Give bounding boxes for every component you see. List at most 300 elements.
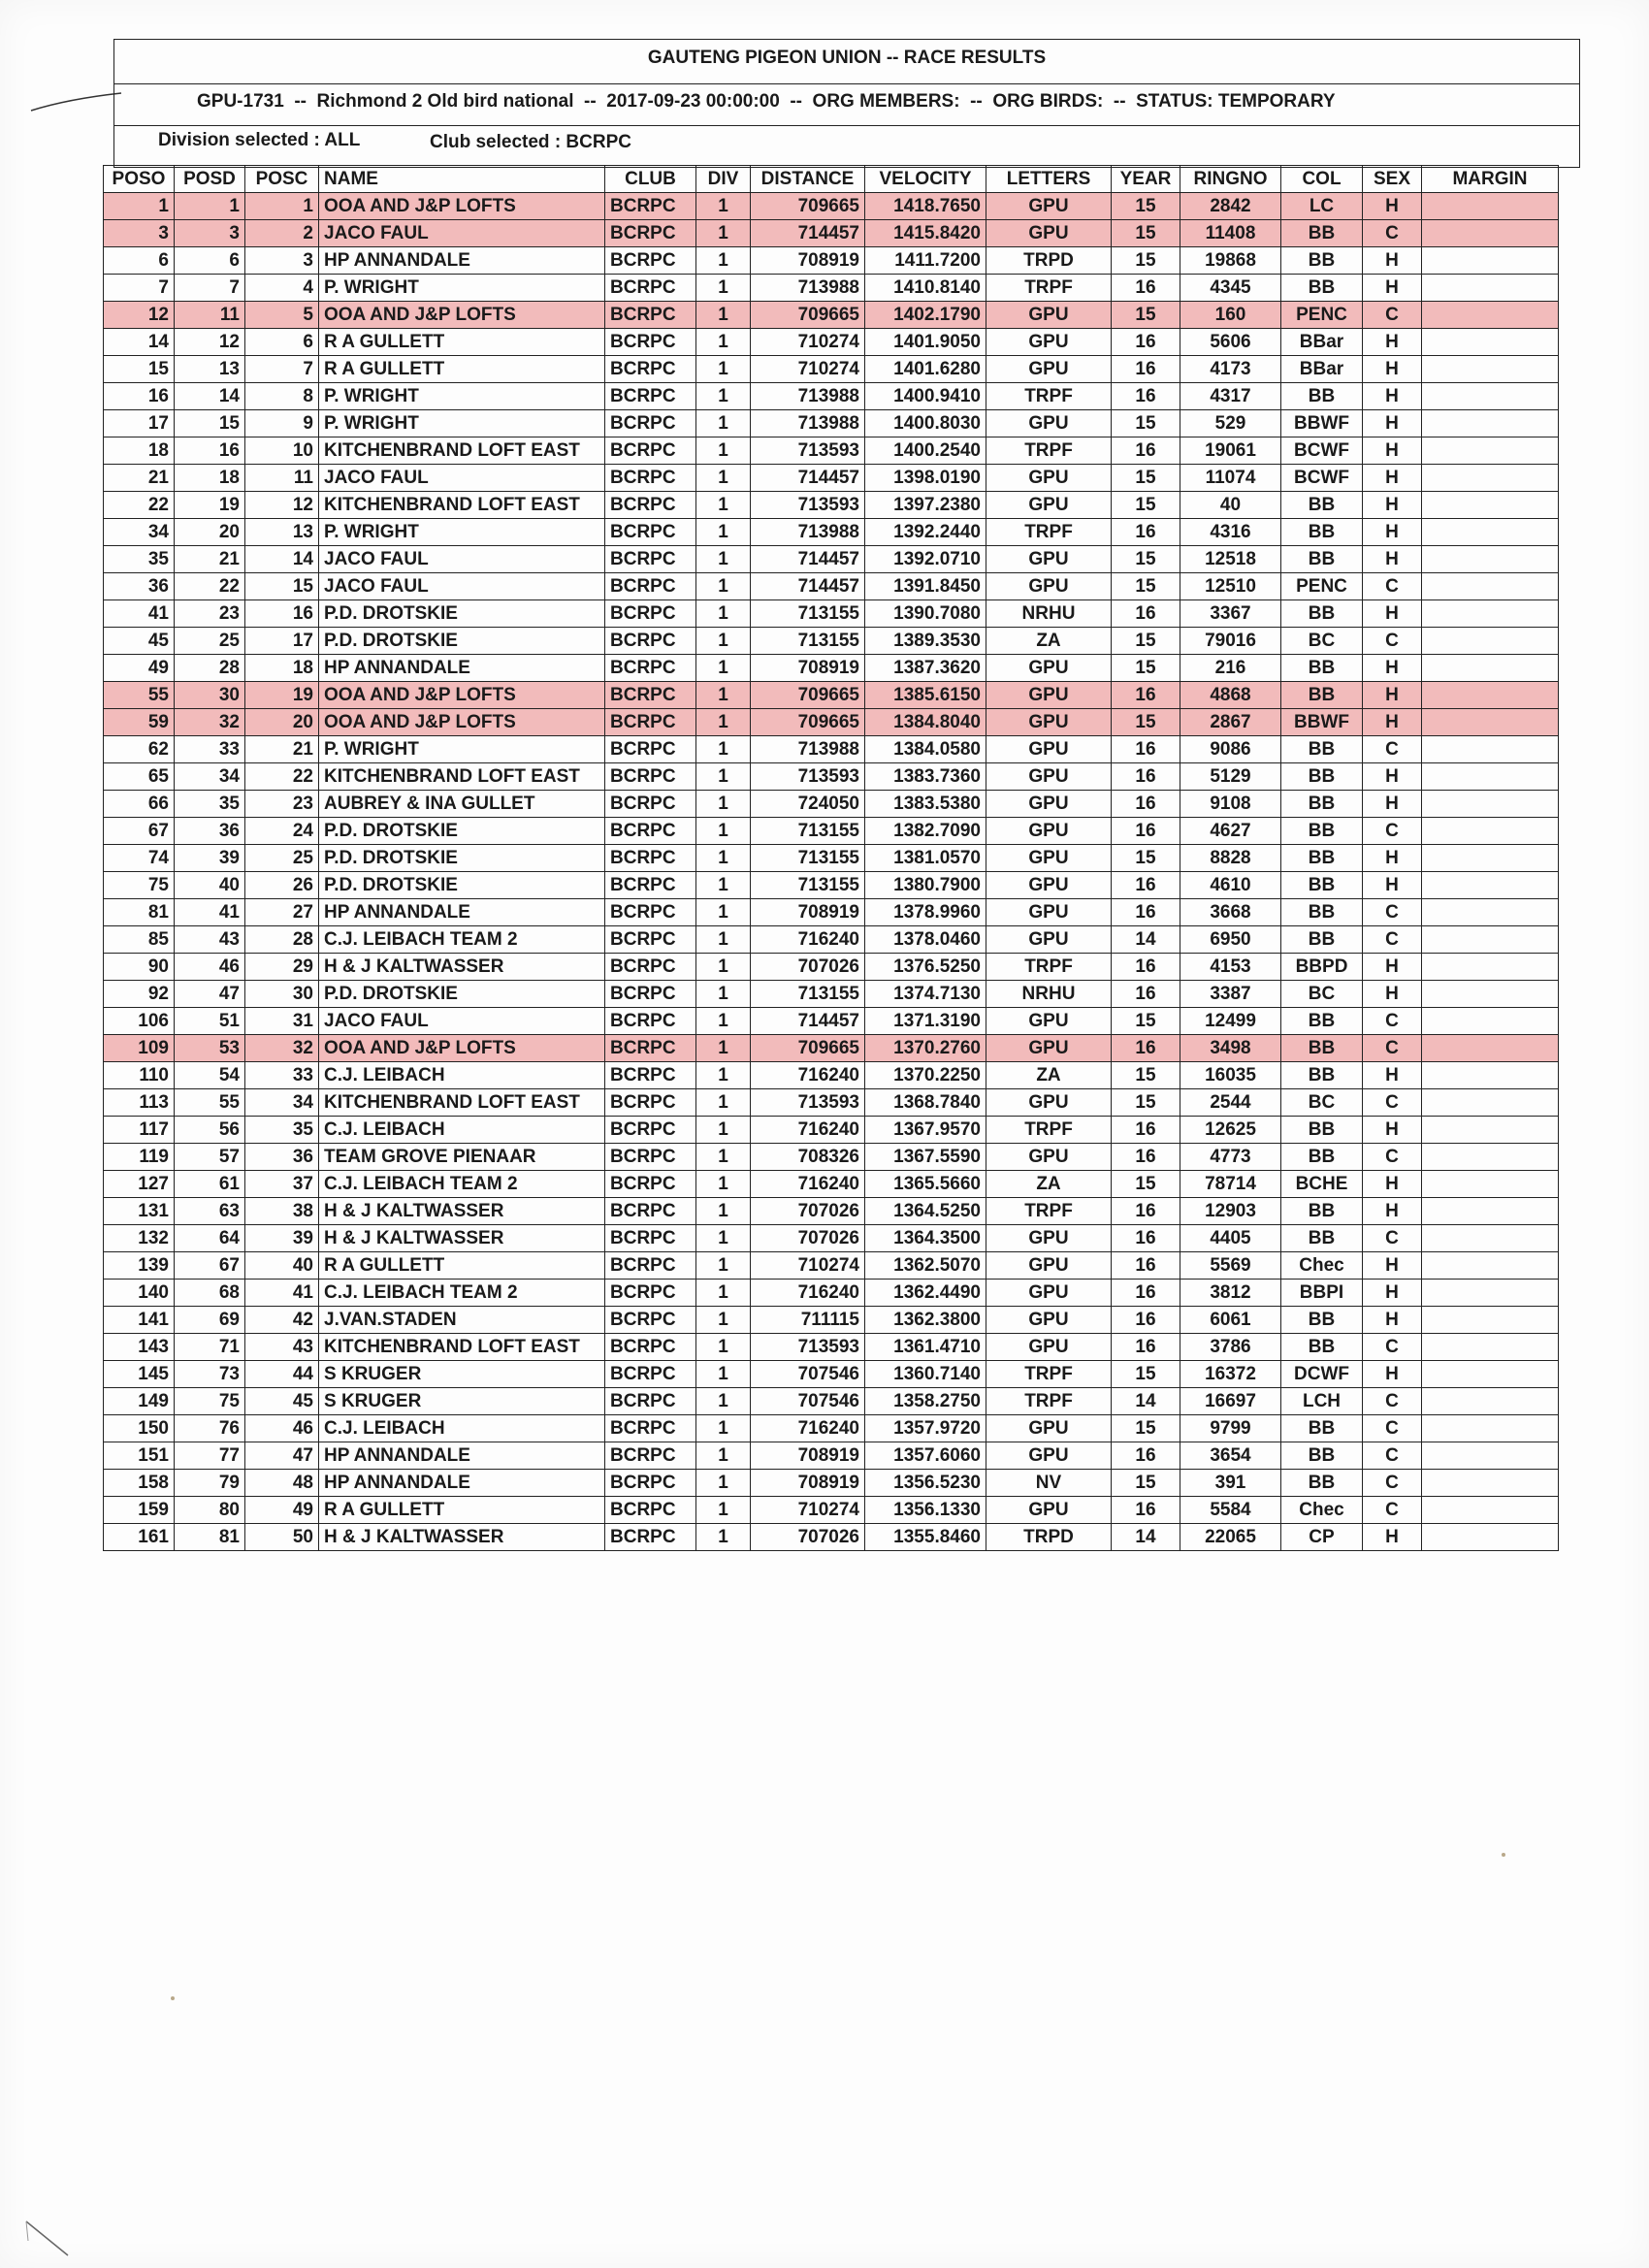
cell-ringno: 529: [1180, 410, 1281, 437]
cell-posc: 14: [245, 546, 319, 573]
cell-year: 16: [1112, 763, 1180, 791]
cell-col: BB: [1281, 247, 1363, 275]
cell-margin: [1422, 383, 1559, 410]
cell-year: 16: [1112, 1117, 1180, 1144]
cell-poso: 67: [104, 818, 175, 845]
cell-year: 15: [1112, 1062, 1180, 1089]
cell-name: JACO FAUL: [319, 546, 605, 573]
cell-year: 16: [1112, 1442, 1180, 1470]
table-row: [104, 1442, 1559, 1470]
cell-posc: 37: [245, 1171, 319, 1198]
cell-name: JACO FAUL: [319, 1008, 605, 1035]
cell-col: BB: [1281, 682, 1363, 709]
cell-posd: 76: [175, 1415, 245, 1442]
cell-posc: 46: [245, 1415, 319, 1442]
cell-ringno: 4345: [1180, 275, 1281, 302]
cell-distance: 713593: [751, 763, 865, 791]
cell-col: BCHE: [1281, 1171, 1363, 1198]
cell-velocity: 1364.3500: [865, 1225, 986, 1252]
cell-poso: 62: [104, 736, 175, 763]
cell-poso: 75: [104, 872, 175, 899]
report-header: [113, 39, 1580, 168]
cell-club: BCRPC: [605, 1388, 696, 1415]
cell-col: CP: [1281, 1524, 1363, 1551]
cell-club: BCRPC: [605, 1442, 696, 1470]
cell-letters: TRPF: [986, 383, 1112, 410]
cell-letters: GPU: [986, 926, 1112, 954]
cell-div: 1: [696, 872, 751, 899]
cell-div: 1: [696, 709, 751, 736]
cell-distance: 711115: [751, 1307, 865, 1334]
cell-margin: [1422, 1062, 1559, 1089]
cell-poso: 59: [104, 709, 175, 736]
cell-posd: 64: [175, 1225, 245, 1252]
cell-ringno: 11074: [1180, 465, 1281, 492]
cell-distance: 710274: [751, 356, 865, 383]
cell-velocity: 1370.2250: [865, 1062, 986, 1089]
cell-margin: [1422, 1497, 1559, 1524]
cell-letters: GPU: [986, 193, 1112, 220]
cell-sex: C: [1363, 899, 1422, 926]
cell-year: 16: [1112, 1307, 1180, 1334]
cell-col: BBar: [1281, 329, 1363, 356]
table-row: [104, 519, 1559, 546]
cell-div: 1: [696, 1470, 751, 1497]
table-row: [104, 1225, 1559, 1252]
cell-name: H & J KALTWASSER: [319, 1225, 605, 1252]
cell-distance: 709665: [751, 1035, 865, 1062]
cell-posc: 12: [245, 492, 319, 519]
cell-year: 15: [1112, 247, 1180, 275]
cell-posd: 32: [175, 709, 245, 736]
cell-col: BB: [1281, 600, 1363, 628]
cell-sex: H: [1363, 275, 1422, 302]
cell-div: 1: [696, 845, 751, 872]
cell-club: BCRPC: [605, 356, 696, 383]
cell-sex: H: [1363, 546, 1422, 573]
header-divider: [114, 125, 1579, 126]
cell-club: BCRPC: [605, 981, 696, 1008]
cell-div: 1: [696, 1280, 751, 1307]
cell-distance: 707546: [751, 1361, 865, 1388]
cell-poso: 106: [104, 1008, 175, 1035]
cell-velocity: 1400.8030: [865, 410, 986, 437]
cell-velocity: 1418.7650: [865, 193, 986, 220]
cell-poso: 90: [104, 954, 175, 981]
cell-sex: H: [1363, 465, 1422, 492]
cell-name: J.VAN.STADEN: [319, 1307, 605, 1334]
cell-ringno: 4868: [1180, 682, 1281, 709]
cell-posc: 25: [245, 845, 319, 872]
cell-club: BCRPC: [605, 1307, 696, 1334]
cell-ringno: 19868: [1180, 247, 1281, 275]
table-row: [104, 1524, 1559, 1551]
cell-posd: 46: [175, 954, 245, 981]
cell-distance: 716240: [751, 926, 865, 954]
cell-posd: 57: [175, 1144, 245, 1171]
cell-name: KITCHENBRAND LOFT EAST: [319, 1089, 605, 1117]
cell-letters: GPU: [986, 302, 1112, 329]
cell-ringno: 16035: [1180, 1062, 1281, 1089]
cell-year: 14: [1112, 926, 1180, 954]
cell-posc: 11: [245, 465, 319, 492]
cell-sex: C: [1363, 1470, 1422, 1497]
cell-margin: [1422, 546, 1559, 573]
cell-year: 16: [1112, 383, 1180, 410]
cell-name: C.J. LEIBACH: [319, 1415, 605, 1442]
cell-div: 1: [696, 437, 751, 465]
cell-club: BCRPC: [605, 709, 696, 736]
cell-velocity: 1356.1330: [865, 1497, 986, 1524]
cell-sex: H: [1363, 763, 1422, 791]
table-row: [104, 410, 1559, 437]
cell-div: 1: [696, 954, 751, 981]
cell-club: BCRPC: [605, 1524, 696, 1551]
cell-name: HP ANNANDALE: [319, 247, 605, 275]
cell-letters: GPU: [986, 1008, 1112, 1035]
cell-club: BCRPC: [605, 682, 696, 709]
cell-col: BC: [1281, 981, 1363, 1008]
cell-margin: [1422, 1089, 1559, 1117]
cell-sex: H: [1363, 682, 1422, 709]
cell-posd: 36: [175, 818, 245, 845]
cell-posd: 28: [175, 655, 245, 682]
cell-club: BCRPC: [605, 437, 696, 465]
cell-div: 1: [696, 1497, 751, 1524]
cell-velocity: 1355.8460: [865, 1524, 986, 1551]
cell-distance: 709665: [751, 709, 865, 736]
cell-poso: 159: [104, 1497, 175, 1524]
cell-name: KITCHENBRAND LOFT EAST: [319, 437, 605, 465]
cell-posd: 80: [175, 1497, 245, 1524]
cell-name: H & J KALTWASSER: [319, 954, 605, 981]
cell-posc: 3: [245, 247, 319, 275]
cell-velocity: 1400.2540: [865, 437, 986, 465]
cell-velocity: 1381.0570: [865, 845, 986, 872]
cell-year: 16: [1112, 519, 1180, 546]
cell-year: 14: [1112, 1524, 1180, 1551]
cell-div: 1: [696, 1008, 751, 1035]
results-body: [104, 193, 1559, 1551]
cell-div: 1: [696, 1117, 751, 1144]
cell-club: BCRPC: [605, 628, 696, 655]
cell-div: 1: [696, 410, 751, 437]
cell-velocity: 1389.3530: [865, 628, 986, 655]
cell-div: 1: [696, 220, 751, 247]
cell-distance: 707026: [751, 1225, 865, 1252]
cell-sex: C: [1363, 1388, 1422, 1415]
cell-velocity: 1365.5660: [865, 1171, 986, 1198]
cell-ringno: 9108: [1180, 791, 1281, 818]
cell-poso: 1: [104, 193, 175, 220]
cell-col: BBWF: [1281, 410, 1363, 437]
cell-div: 1: [696, 655, 751, 682]
table-row-highlighted: [104, 682, 1559, 709]
cell-col: Chec: [1281, 1252, 1363, 1280]
cell-poso: 143: [104, 1334, 175, 1361]
cell-distance: 713155: [751, 818, 865, 845]
cell-sex: H: [1363, 1361, 1422, 1388]
cell-col: BB: [1281, 1008, 1363, 1035]
cell-posc: 35: [245, 1117, 319, 1144]
cell-margin: [1422, 247, 1559, 275]
cell-letters: TRPF: [986, 437, 1112, 465]
cell-year: 16: [1112, 329, 1180, 356]
cell-sex: H: [1363, 1198, 1422, 1225]
table-row: [104, 845, 1559, 872]
cell-year: 16: [1112, 791, 1180, 818]
cell-sex: H: [1363, 709, 1422, 736]
cell-div: 1: [696, 275, 751, 302]
cell-margin: [1422, 1442, 1559, 1470]
cell-col: BB: [1281, 546, 1363, 573]
cell-margin: [1422, 872, 1559, 899]
cell-posc: 6: [245, 329, 319, 356]
cell-letters: GPU: [986, 492, 1112, 519]
cell-div: 1: [696, 1361, 751, 1388]
cell-letters: ZA: [986, 1062, 1112, 1089]
cell-posd: 15: [175, 410, 245, 437]
cell-letters: GPU: [986, 1280, 1112, 1307]
cell-year: 16: [1112, 1280, 1180, 1307]
cell-posd: 23: [175, 600, 245, 628]
cell-velocity: 1356.5230: [865, 1470, 986, 1497]
cell-div: 1: [696, 736, 751, 763]
cell-margin: [1422, 1415, 1559, 1442]
cell-club: BCRPC: [605, 465, 696, 492]
cell-sex: H: [1363, 193, 1422, 220]
cell-club: BCRPC: [605, 818, 696, 845]
cell-distance: 713593: [751, 492, 865, 519]
cell-name: HP ANNANDALE: [319, 1442, 605, 1470]
table-row: [104, 818, 1559, 845]
cell-velocity: 1385.6150: [865, 682, 986, 709]
cell-sex: C: [1363, 302, 1422, 329]
cell-posd: 25: [175, 628, 245, 655]
table-row: [104, 1470, 1559, 1497]
cell-ringno: 160: [1180, 302, 1281, 329]
cell-year: 15: [1112, 573, 1180, 600]
table-row: [104, 655, 1559, 682]
cell-div: 1: [696, 356, 751, 383]
table-row: [104, 954, 1559, 981]
cell-posc: 13: [245, 519, 319, 546]
cell-velocity: 1357.9720: [865, 1415, 986, 1442]
cell-letters: ZA: [986, 628, 1112, 655]
cell-letters: TRPF: [986, 1117, 1112, 1144]
cell-col: BB: [1281, 1470, 1363, 1497]
cell-posc: 34: [245, 1089, 319, 1117]
table-row: [104, 1117, 1559, 1144]
cell-posd: 21: [175, 546, 245, 573]
cell-name: P. WRIGHT: [319, 736, 605, 763]
cell-year: 15: [1112, 1171, 1180, 1198]
cell-sex: H: [1363, 655, 1422, 682]
table-row: [104, 465, 1559, 492]
table-row: [104, 247, 1559, 275]
cell-club: BCRPC: [605, 1144, 696, 1171]
cell-year: 16: [1112, 1497, 1180, 1524]
cell-letters: NRHU: [986, 600, 1112, 628]
cell-distance: 707026: [751, 954, 865, 981]
cell-sex: H: [1363, 954, 1422, 981]
cell-col: Chec: [1281, 1497, 1363, 1524]
cell-club: BCRPC: [605, 954, 696, 981]
cell-poso: 113: [104, 1089, 175, 1117]
cell-club: BCRPC: [605, 546, 696, 573]
cell-velocity: 1364.5250: [865, 1198, 986, 1225]
cell-velocity: 1401.6280: [865, 356, 986, 383]
cell-posc: 40: [245, 1252, 319, 1280]
cell-poso: 41: [104, 600, 175, 628]
cell-year: 15: [1112, 1415, 1180, 1442]
cell-sex: C: [1363, 1415, 1422, 1442]
cell-poso: 17: [104, 410, 175, 437]
cell-col: BC: [1281, 628, 1363, 655]
cell-distance: 708919: [751, 655, 865, 682]
cell-posc: 50: [245, 1524, 319, 1551]
cell-club: BCRPC: [605, 1171, 696, 1198]
table-row: [104, 1497, 1559, 1524]
col-header-margin: MARGIN: [1422, 166, 1559, 193]
cell-distance: 714457: [751, 220, 865, 247]
cell-div: 1: [696, 1334, 751, 1361]
cell-year: 16: [1112, 1198, 1180, 1225]
cell-poso: 3: [104, 220, 175, 247]
cell-ringno: 4610: [1180, 872, 1281, 899]
cell-margin: [1422, 1470, 1559, 1497]
cell-ringno: 4773: [1180, 1144, 1281, 1171]
cell-poso: 161: [104, 1524, 175, 1551]
cell-div: 1: [696, 1198, 751, 1225]
cell-club: BCRPC: [605, 1198, 696, 1225]
cell-posd: 54: [175, 1062, 245, 1089]
table-row: [104, 981, 1559, 1008]
cell-div: 1: [696, 628, 751, 655]
cell-sex: C: [1363, 1144, 1422, 1171]
cell-sex: H: [1363, 600, 1422, 628]
cell-year: 16: [1112, 818, 1180, 845]
cell-letters: GPU: [986, 546, 1112, 573]
cell-sex: H: [1363, 1524, 1422, 1551]
cell-margin: [1422, 1334, 1559, 1361]
cell-posc: 33: [245, 1062, 319, 1089]
cell-ringno: 4627: [1180, 818, 1281, 845]
cell-club: BCRPC: [605, 1117, 696, 1144]
cell-ringno: 12625: [1180, 1117, 1281, 1144]
cell-velocity: 1382.7090: [865, 818, 986, 845]
table-row: [104, 1361, 1559, 1388]
cell-sex: H: [1363, 1117, 1422, 1144]
cell-ringno: 11408: [1180, 220, 1281, 247]
cell-year: 15: [1112, 628, 1180, 655]
cell-col: BB: [1281, 872, 1363, 899]
cell-div: 1: [696, 1225, 751, 1252]
cell-col: BB: [1281, 275, 1363, 302]
cell-year: 14: [1112, 1388, 1180, 1415]
cell-div: 1: [696, 763, 751, 791]
cell-margin: [1422, 899, 1559, 926]
cell-name: P.D. DROTSKIE: [319, 872, 605, 899]
cell-velocity: 1367.9570: [865, 1117, 986, 1144]
cell-ringno: 3668: [1180, 899, 1281, 926]
cell-year: 15: [1112, 220, 1180, 247]
cell-poso: 55: [104, 682, 175, 709]
cell-distance: 713988: [751, 383, 865, 410]
cell-margin: [1422, 329, 1559, 356]
cell-ringno: 12903: [1180, 1198, 1281, 1225]
cell-velocity: 1411.7200: [865, 247, 986, 275]
cell-year: 16: [1112, 356, 1180, 383]
cell-distance: 708919: [751, 247, 865, 275]
cell-sex: H: [1363, 1280, 1422, 1307]
cell-margin: [1422, 1035, 1559, 1062]
cell-margin: [1422, 193, 1559, 220]
cell-letters: TRPD: [986, 247, 1112, 275]
cell-ringno: 6061: [1180, 1307, 1281, 1334]
cell-name: OOA AND J&P LOFTS: [319, 193, 605, 220]
cell-club: BCRPC: [605, 600, 696, 628]
cell-sex: H: [1363, 437, 1422, 465]
cell-col: BB: [1281, 1117, 1363, 1144]
cell-margin: [1422, 1524, 1559, 1551]
cell-sex: C: [1363, 1008, 1422, 1035]
cell-div: 1: [696, 981, 751, 1008]
cell-div: 1: [696, 1062, 751, 1089]
cell-posd: 18: [175, 465, 245, 492]
cell-letters: GPU: [986, 1225, 1112, 1252]
cell-div: 1: [696, 329, 751, 356]
table-row: [104, 872, 1559, 899]
club-selected: Club selected : BCRPC: [430, 132, 631, 152]
cell-distance: 713155: [751, 628, 865, 655]
cell-name: OOA AND J&P LOFTS: [319, 709, 605, 736]
cell-velocity: 1391.8450: [865, 573, 986, 600]
cell-name: P.D. DROTSKIE: [319, 981, 605, 1008]
cell-poso: 151: [104, 1442, 175, 1470]
cell-letters: GPU: [986, 329, 1112, 356]
cell-ringno: 5606: [1180, 329, 1281, 356]
cell-letters: GPU: [986, 1252, 1112, 1280]
cell-margin: [1422, 845, 1559, 872]
cell-posc: 44: [245, 1361, 319, 1388]
cell-poso: 127: [104, 1171, 175, 1198]
cell-letters: GPU: [986, 465, 1112, 492]
cell-col: PENC: [1281, 573, 1363, 600]
cell-col: BB: [1281, 926, 1363, 954]
cell-name: S KRUGER: [319, 1388, 605, 1415]
cell-letters: TRPF: [986, 1198, 1112, 1225]
cell-posc: 30: [245, 981, 319, 1008]
cell-year: 16: [1112, 437, 1180, 465]
cell-letters: GPU: [986, 763, 1112, 791]
cell-name: P. WRIGHT: [319, 383, 605, 410]
table-row: [104, 1388, 1559, 1415]
cell-posc: 24: [245, 818, 319, 845]
cell-velocity: 1383.7360: [865, 763, 986, 791]
cell-col: BB: [1281, 845, 1363, 872]
cell-margin: [1422, 302, 1559, 329]
cell-posd: 73: [175, 1361, 245, 1388]
cell-year: 16: [1112, 981, 1180, 1008]
cell-club: BCRPC: [605, 1415, 696, 1442]
cell-posc: 27: [245, 899, 319, 926]
cell-letters: GPU: [986, 1089, 1112, 1117]
cell-ringno: 3786: [1180, 1334, 1281, 1361]
cell-posd: 41: [175, 899, 245, 926]
cell-poso: 145: [104, 1361, 175, 1388]
table-row: [104, 1008, 1559, 1035]
